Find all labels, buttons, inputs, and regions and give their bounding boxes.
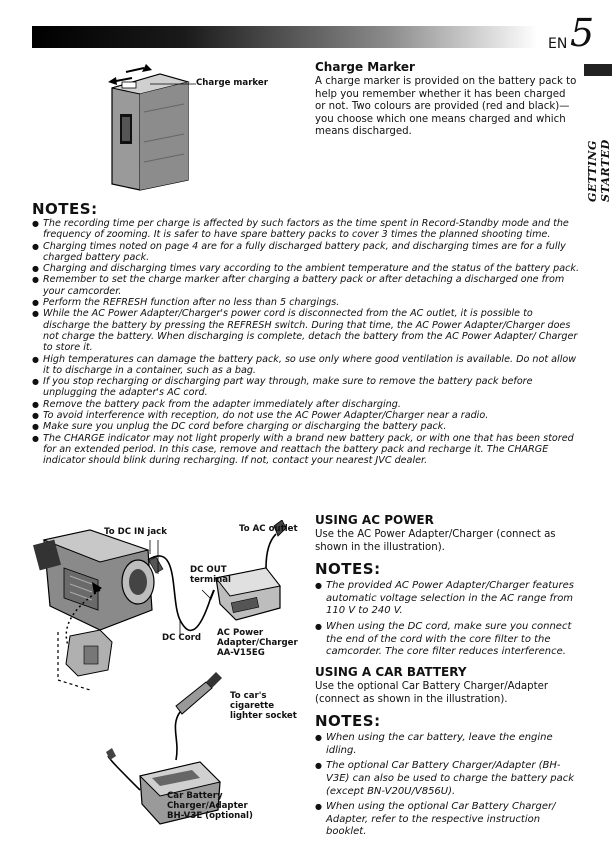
note-item: ● Remove the battery pack from the adapter immediately after discharging. [32, 399, 580, 410]
label-car-charger: Car Battery Charger/Adapter BH-V3E (optional) [167, 791, 253, 821]
note-item: ● When using the DC cord, make sure you connect the end of the cord with the core filter to the camcorder. The core filter reduces interference. [315, 621, 583, 659]
note-item: ● When using the car battery, leave the engine idling. [315, 732, 583, 757]
note-item: ● While the AC Power Adapter/Charger's power cord is disconnected from the AC outlet, it is possible to discharge the battery by pressing the REFRESH switch. During that time, the AC Power Adapter/Charger does not charge the battery. When discharging is complete, detach the battery from the AC Power Adapter/ Charger to store it. [32, 308, 580, 353]
label-ac-adapter: AC Power Adapter/Charger AA-V15EG [217, 628, 298, 658]
note-item: ● When using the optional Car Battery Charger/ Adapter, refer to the respective instruction booklet. [315, 801, 583, 839]
label-to-ac-outlet: To AC outlet [239, 524, 298, 534]
label-dc-out-terminal: DC OUT terminal [190, 565, 231, 585]
car-notes-list [315, 732, 583, 839]
ac-notes-list [315, 580, 583, 659]
notes-heading: NOTES: [32, 200, 98, 218]
note-item: ● The CHARGE indicator may not light properly with a brand new battery pack, or with one that has been stored for an extended period. In this case, remove and reattach the battery pack and recharge it. The CHARGE indicator should blink during recharging. If not, contact your nearest JVC dealer. [32, 433, 580, 467]
note-item: ● To avoid interference with reception, do not use the AC Power Adapter/Charger near a radio. [32, 410, 580, 421]
notes-list [32, 218, 580, 467]
ac-power-section [315, 513, 583, 659]
note-item: ● Charging times noted on page 4 are for a fully discharged battery pack, and discharging times are for a fully charged battery pack. [32, 241, 580, 264]
note-item: ● The provided AC Power Adapter/Charger features automatic voltage selection in the AC range from 110 V to 240 V. [315, 580, 583, 618]
header-bar [32, 26, 538, 48]
side-tab-label: GETTING STARTED [586, 139, 612, 202]
note-item: ● If you stop recharging or discharging part way through, make sure to remove the battery pack before unplugging the adapter's AC cord. [32, 376, 580, 399]
language-code: EN [548, 36, 568, 52]
note-item: ● The optional Car Battery Charger/Adapter (BH-V3E) can also be used to charge the battery pack (except BN-V20U/V856U). [315, 760, 583, 798]
ac-power-title: USING AC POWER [315, 513, 434, 527]
label-to-dc-in-jack: To DC IN jack [104, 527, 167, 537]
car-battery-body: Use the optional Car Battery Charger/Adapter (connect as shown in the illustration). [315, 681, 549, 705]
ac-notes-heading: NOTES: [315, 560, 381, 579]
note-item: ● The recording time per charge is affected by such factors as the time spent in Record-Standby mode and the frequency of zooming. It is safer to have spare battery packs to cover 3 times the planned shooting time. [32, 218, 580, 241]
note-item: ● Remember to set the charge marker after charging a battery pack or after detaching a discharged one from your camcorder. [32, 274, 580, 297]
label-to-car-socket: To car's cigarette lighter socket [230, 691, 297, 721]
charge-marker-leader [150, 80, 198, 88]
note-item: ● Charging and discharging times vary according to the ambient temperature and the status of the battery pack. [32, 263, 580, 274]
car-plug-illustration [175, 672, 222, 760]
charge-marker-title: Charge Marker [315, 60, 415, 74]
label-dc-cord: DC Cord [162, 633, 202, 643]
car-battery-title: USING A CAR BATTERY [315, 665, 467, 679]
car-battery-section [315, 665, 583, 839]
note-item: ● Perform the REFRESH function after no less than 5 chargings. [32, 297, 580, 308]
note-item: ● High temperatures can damage the battery pack, so use only where good ventilation is available. Do not allow it to discharge in a container, such as a bag. [32, 354, 580, 377]
car-notes-heading: NOTES: [315, 712, 381, 731]
charge-marker-label: Charge marker [196, 78, 268, 88]
ac-power-body: Use the AC Power Adapter/Charger (connect as shown in the illustration). [315, 529, 556, 553]
side-tab-marker [584, 64, 612, 76]
camcorder-illustration [33, 530, 154, 630]
charge-marker-body: A charge marker is provided on the battery pack to help you remember whether it has been charged or not. Two colours are provided (red and black)—you choose which one means charged and which means discharged. [315, 76, 577, 138]
note-item: ● Make sure you unplug the DC cord before charging or discharging the battery pack. [32, 421, 580, 432]
battery-pack-small [66, 630, 112, 676]
page-number: 5 [570, 11, 595, 55]
